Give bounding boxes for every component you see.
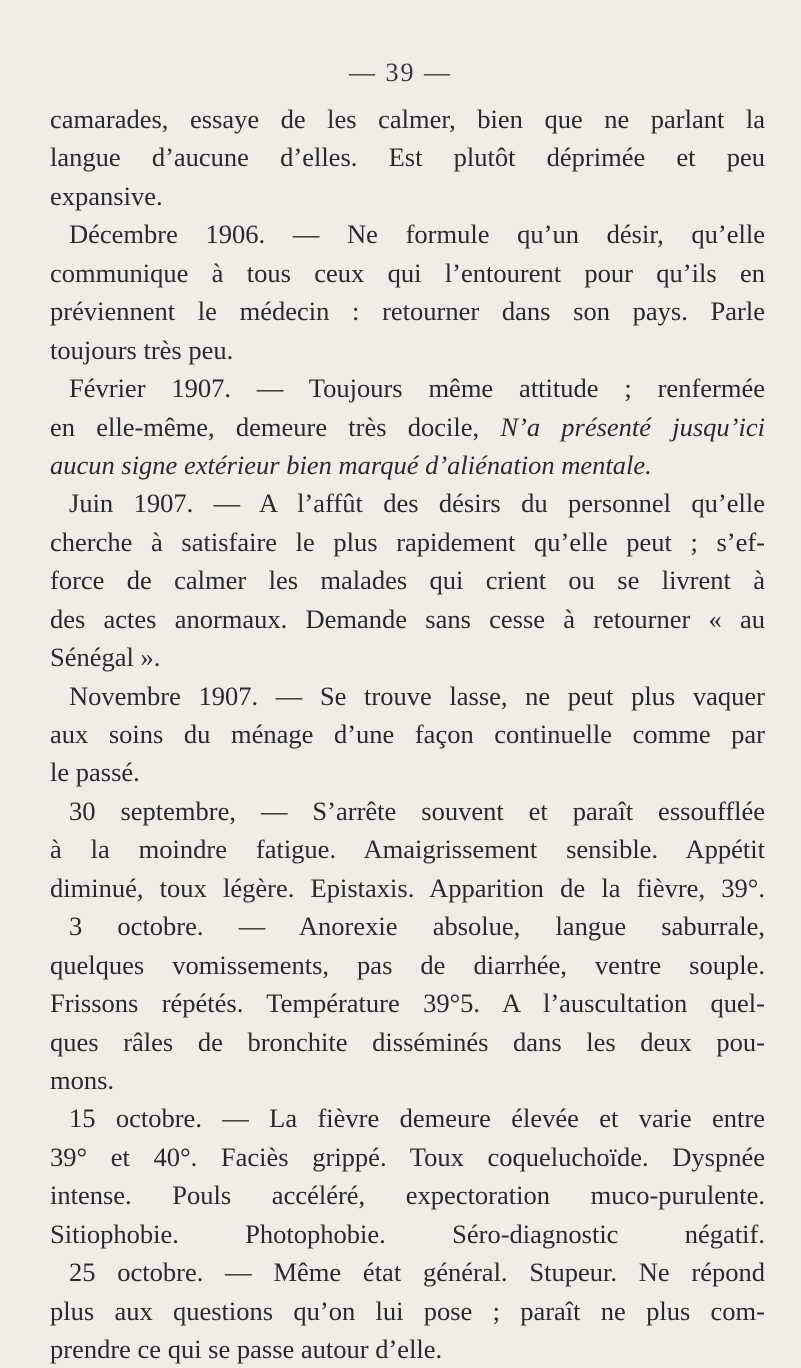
text-line-roman: des actes anormaux. Demande sans cesse à retourner « au [50, 603, 765, 634]
text-line-roman: 25 octobre. — Même état général. Stupeur. Ne répond [69, 1257, 765, 1288]
text-line [50, 638, 765, 676]
text-line [50, 984, 765, 1022]
text-line [50, 946, 765, 984]
text-line [50, 907, 765, 945]
text-line [50, 792, 765, 830]
text-line [50, 254, 765, 292]
text-line-roman: Décembre 1906. — Ne formule qu’un désir, qu’elle [69, 219, 765, 250]
text-line [50, 331, 765, 369]
text-line-roman: Sénégal ». [50, 642, 161, 673]
text-line [50, 1253, 765, 1291]
text-line-italic: aucun signe extérieur bien marqué d’aliénation mentale. [50, 449, 652, 480]
text-line-roman: plus aux questions qu’on lui pose ; paraît ne plus com- [50, 1295, 765, 1326]
text-line [50, 484, 765, 522]
text-line [50, 369, 765, 407]
text-line [50, 446, 765, 484]
text-line [50, 292, 765, 330]
text-line [50, 138, 765, 176]
text-line [50, 869, 765, 907]
text-line [50, 1215, 765, 1253]
text-line [50, 523, 765, 561]
text-line-roman: quelques vomissements, pas de diarrhée, ventre souple. [50, 949, 765, 980]
text-line [50, 600, 765, 638]
text-line [50, 100, 765, 138]
text-line-roman: mons. [50, 1064, 115, 1095]
text-line-roman: expansive. [50, 180, 163, 211]
text-line-roman: 39° et 40°. Faciès grippé. Toux coqueluchoïde. Dyspnée [50, 1141, 765, 1172]
text-line-roman: diminué, toux légère. Epistaxis. Apparition de la fièvre, 39°. [50, 872, 765, 903]
text-line-roman: Novembre 1907. — Se trouve lasse, ne peut plus vaquer [69, 680, 765, 711]
text-line-roman: Frissons répétés. Température 39°5. A l’auscultation quel- [50, 988, 765, 1019]
text-line-roman: cherche à satisfaire le plus rapidement qu’elle peut ; s’ef- [50, 526, 765, 557]
text-line [50, 215, 765, 253]
text-line-roman: 30 septembre, — S’arrête souvent et paraît essoufflée [69, 795, 765, 826]
page-number: — 39 — [349, 58, 452, 87]
text-line [50, 1330, 765, 1368]
text-line [50, 1023, 765, 1061]
text-line-roman: communique à tous ceux qui l’entourent pour qu’ils en [50, 257, 765, 288]
text-line-roman: prendre ce qui se passe autour d’elle. [50, 1334, 443, 1364]
text-line-roman: préviennent le médecin : retourner dans son pays. Parle [50, 296, 765, 327]
text-line [50, 177, 765, 215]
text-line-roman: 15 octobre. — La fièvre demeure élevée et varie entre [69, 1103, 765, 1134]
text-line-roman: à la moindre fatigue. Amaigrissement sensible. Appétit [50, 834, 765, 865]
text-line-roman: le passé. [50, 757, 140, 788]
text-line [50, 408, 765, 446]
text-line [50, 1176, 765, 1214]
text-line-roman: ques râles de bronchite disséminés dans les deux pou- [50, 1026, 765, 1057]
text-line [50, 1138, 765, 1176]
text-line [50, 1292, 765, 1330]
text-line [50, 715, 765, 753]
text-line-roman: 3 octobre. — Anorexie absolue, langue saburrale, [69, 911, 765, 942]
text-line [50, 830, 765, 868]
text-line-roman: force de calmer les malades qui crient ou se livrent à [50, 565, 765, 596]
text-line-roman: Sitiophobie. Photophobie. Séro-diagnostic négatif. [50, 1218, 765, 1249]
text-line-roman: camarades, essaye de les calmer, bien que ne parlant la [50, 104, 765, 134]
text-line-roman: langue d’aucune d’elles. Est plutôt déprimée et peu [50, 142, 765, 173]
text-line [50, 1099, 765, 1137]
text-line [50, 677, 765, 715]
text-line [50, 753, 765, 791]
body-text [50, 100, 765, 1368]
text-line [50, 561, 765, 599]
text-line-roman: Juin 1907. — A l’affût des désirs du personnel qu’elle [69, 488, 765, 519]
text-line-roman: toujours très peu. [50, 334, 234, 365]
text-line-roman: intense. Pouls accéléré, expectoration muco-purulente. [50, 1180, 765, 1211]
text-line-roman: aux soins du ménage d’une façon continuelle comme par [50, 719, 765, 749]
text-line-roman: en elle-même, demeure très docile, [50, 411, 501, 442]
text-line [50, 1061, 765, 1099]
text-line-italic: N’a présenté jusqu’ici [500, 411, 765, 442]
text-line-roman: Février 1907. — Toujours même attitude ; renfermée [69, 373, 765, 404]
